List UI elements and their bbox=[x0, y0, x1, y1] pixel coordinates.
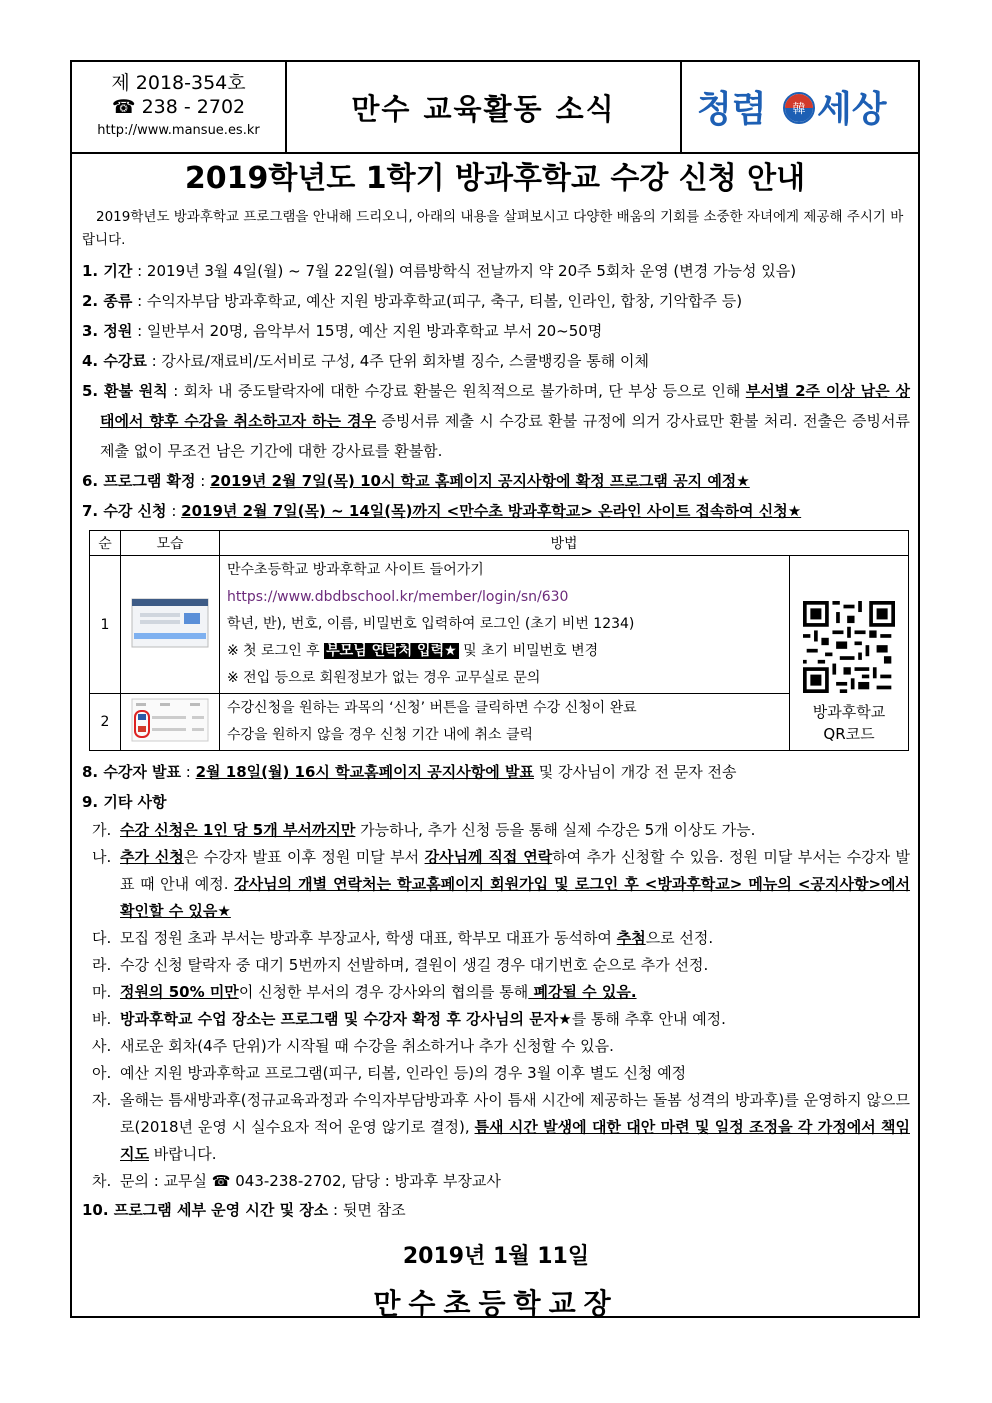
clean-korea-logo bbox=[682, 62, 918, 152]
registration-steps-table bbox=[89, 530, 909, 751]
item-refund-text-a: : 회차 내 중도탈락자에 대한 수강료 환불은 원칙적으로 불가하며, 단 부상 등으로 인해 bbox=[167, 382, 746, 400]
separator: : bbox=[195, 472, 211, 490]
item-capacity-text: : 일반부서 20명, 음악부서 15명, 예산 지원 방과후학교 부서 20~50명 bbox=[132, 322, 603, 340]
step1-line1: 만수초등학교 방과후학교 사이트 들어가기 bbox=[227, 562, 484, 578]
item-refund bbox=[82, 376, 910, 466]
item-capacity-label: 3. 정원 bbox=[82, 322, 133, 340]
parent-contact-highlight: 부모님 연락처 입력★ bbox=[326, 643, 457, 659]
newsletter-frame bbox=[70, 60, 920, 1318]
step2-line2: 수강을 원하지 않을 경우 신청 기간 내에 취소 클릭 bbox=[227, 727, 534, 743]
item-refund-label: 5. 환불 원칙 bbox=[82, 382, 168, 400]
table-row bbox=[90, 694, 909, 751]
header-image: 모습 bbox=[121, 531, 220, 556]
item-fee-label: 4. 수강료 bbox=[82, 352, 147, 370]
sub-text: 예산 지원 방과후학교 프로그램(피구, 티볼, 인라인 등)의 경우 3월 이후 별도 신청 예정 bbox=[120, 1064, 687, 1082]
item-announcement-label: 8. 수강자 발표 bbox=[82, 763, 182, 781]
header-no: 순 bbox=[90, 531, 121, 556]
issue-number: 제 2018-354호 bbox=[111, 72, 246, 94]
sub-bold: 강사님께 직접 연락 bbox=[424, 848, 553, 866]
item-fee-text: : 강사료/재료비/도서비로 구성, 4주 단위 회차별 징수, 스쿨뱅킹을 통해 이체 bbox=[146, 352, 649, 370]
sub-marker: 사. bbox=[92, 1037, 112, 1055]
qr-code-icon[interactable] bbox=[803, 601, 895, 693]
sub-bold: 수강 신청은 1인 당 5개 부서까지만 bbox=[120, 821, 356, 839]
sub-bold: 틈새 시간 발생에 대한 대안 마련 및 일정 조정을 각 가정에서 책임 지도 bbox=[120, 1118, 910, 1163]
header-method: 방법 bbox=[220, 531, 909, 556]
sub-bold: 폐강될 수 있음. bbox=[528, 983, 637, 1001]
item-announcement bbox=[82, 757, 910, 787]
sub-text bbox=[120, 979, 910, 1006]
logo-text-left: 청렴 bbox=[697, 89, 767, 130]
sub-plain: 가능하나, 추가 신청 등을 통해 실제 수강은 5개 이상도 가능. bbox=[355, 821, 756, 839]
separator: : bbox=[181, 763, 196, 781]
sub-marker: 다. bbox=[92, 929, 112, 947]
item-refund-text-b: 증빙서류 제출 시 수강료 환불 규정에 의거 강사료만 환불 처리. 전출은 증빙서류 제출 없이 무조건 남은 기간에 대한 강사료를 환불함. bbox=[100, 412, 910, 460]
signup-link[interactable]: https://www.dbdbschool.kr/member/login/sn/630 bbox=[227, 589, 569, 605]
others-a bbox=[82, 1060, 910, 1087]
apply-screenshot bbox=[121, 694, 220, 751]
sub-plain: 올해는 틈새방과후(정규교육과정과 수익자부담방과후 사이 틈새 시간에 제공하는 돌봄 성격의 방과후)를 운영하지 않으므로(2018년 운영 시 실수요자 적어 운영 않기로 결정), bbox=[120, 1091, 910, 1136]
step2-method bbox=[220, 694, 790, 751]
item-program-confirm-text: 2019년 2월 7일(목) 10시 학교 홈페이지 공지사항에 확정 프로그램 공지 예정★ bbox=[210, 472, 750, 490]
item-details-label: 10. 프로그램 세부 운영 시간 및 장소 bbox=[82, 1201, 329, 1219]
logo-graphic bbox=[695, 77, 905, 137]
others-sa bbox=[82, 1033, 910, 1060]
sub-text bbox=[120, 925, 910, 952]
others-na bbox=[82, 844, 910, 925]
step1-line3: 학년, 반), 번호, 이름, 비밀번호 입력하여 로그인 (초기 비번 1234) bbox=[227, 616, 635, 632]
others-ra bbox=[82, 952, 910, 979]
login-screen-image bbox=[130, 593, 210, 653]
sub-plain: 모집 정원 초과 부서는 방과후 부장교사, 학생 대표, 학부모 대표가 동석하여 bbox=[120, 929, 617, 947]
sub-text bbox=[120, 1006, 910, 1033]
others-da bbox=[82, 925, 910, 952]
step1-method bbox=[220, 556, 790, 694]
logo-text-mid: 韓 bbox=[792, 102, 806, 117]
item-types bbox=[82, 286, 910, 316]
apply-screen-image bbox=[130, 695, 210, 745]
item-details-rest: : 뒷면 참조 bbox=[328, 1201, 406, 1219]
item-fee bbox=[82, 346, 910, 376]
sub-plain: 를 통해 추후 안내 예정. bbox=[571, 1010, 726, 1028]
others-ja bbox=[82, 1087, 910, 1168]
item-details bbox=[82, 1195, 910, 1225]
row-number: 1 bbox=[90, 556, 121, 694]
item-announcement-bold: 2월 18일(월) 16시 학교홈페이지 공지사항에 발표 bbox=[195, 763, 534, 781]
sub-marker: 차. bbox=[92, 1172, 112, 1190]
issue-info bbox=[72, 62, 287, 152]
sub-plain: 바랍니다. bbox=[148, 1145, 217, 1163]
intro-paragraph: 2019학년도 방과후학교 프로그램을 안내해 드리오니, 아래의 내용을 살펴보시고 다양한 배움의 기회를 소중한 자녀에게 제공해 주시기 바랍니다. bbox=[82, 209, 904, 248]
qr-label-1: 방과후학교 bbox=[812, 703, 886, 721]
sub-marker: 라. bbox=[92, 956, 112, 974]
item-registration bbox=[82, 496, 910, 526]
newsletter-title: 만수 교육활동 소식 bbox=[287, 62, 682, 152]
step1-line4-b: 및 초기 비밀번호 변경 bbox=[458, 643, 599, 659]
sub-marker: 나. bbox=[92, 848, 112, 866]
item-types-text: : 수익자부담 방과후학교, 예산 지원 방과후학교(피구, 축구, 티볼, 인라인, 합창, 기악합주 등) bbox=[132, 292, 743, 310]
principal-signature: 만수초등학교장 bbox=[373, 1287, 619, 1320]
sub-text bbox=[120, 1087, 910, 1168]
main-title: 2019학년도 1학기 방과후학교 수강 신청 안내 bbox=[184, 161, 806, 196]
sub-plain: 은 수강자 발표 이후 정원 미달 부서 bbox=[183, 848, 425, 866]
item-period bbox=[82, 256, 910, 286]
sub-text: 새로운 회차(4주 단위)가 시작될 때 수강을 취소하거나 추가 신청할 수 있음. bbox=[120, 1037, 614, 1055]
step1-line5: ※ 전입 등으로 회원정보가 없는 경우 교무실로 문의 bbox=[227, 670, 541, 686]
sub-marker: 자. bbox=[92, 1091, 112, 1109]
sub-text: 수강 신청 탈락자 중 대기 5번까지 선발하며, 결원이 생길 경우 대기번호 순으로 추가 선정. bbox=[120, 956, 709, 974]
table-header-row bbox=[90, 531, 909, 556]
table-row bbox=[90, 556, 909, 694]
phone-number: ☎ 238 - 2702 bbox=[111, 96, 246, 118]
item-registration-label: 7. 수강 신청 bbox=[82, 502, 167, 520]
separator: : bbox=[166, 502, 182, 520]
sub-bold: 추첨 bbox=[616, 929, 646, 947]
item-program-confirm-label: 6. 프로그램 확정 bbox=[82, 472, 196, 490]
item-announcement-rest: 및 강사님이 개강 전 문자 전송 bbox=[533, 763, 737, 781]
sub-marker: 아. bbox=[92, 1064, 112, 1082]
step1-line4-a: ※ 첫 로그인 후 bbox=[227, 643, 325, 659]
row-number: 2 bbox=[90, 694, 121, 751]
item-others-label bbox=[82, 787, 910, 817]
sub-marker: 마. bbox=[92, 983, 112, 1001]
qr-cell bbox=[790, 556, 909, 751]
others-ma bbox=[82, 979, 910, 1006]
step1-line4 bbox=[221, 638, 788, 665]
logo-text-right: 세상 bbox=[817, 89, 887, 130]
step2-line1: 수강신청을 원하는 과목의 ‘신청’ 버튼을 클릭하면 수강 신청이 완료 bbox=[227, 700, 637, 716]
item-types-label: 2. 종류 bbox=[82, 292, 133, 310]
others-ba bbox=[82, 1006, 910, 1033]
item-registration-text: 2019년 2월 7일(목) ~ 14일(목)까지 <만수초 방과후학교> 온라인 사이트 접속하여 신청★ bbox=[181, 502, 802, 520]
item-program-confirm bbox=[82, 466, 910, 496]
sub-marker: 바. bbox=[92, 1010, 112, 1028]
qr-label-2: QR코드 bbox=[823, 725, 875, 743]
item-period-text: : 2019년 3월 4일(월) ~ 7월 22일(월) 여름방학식 전날까지 약 20주 5회차 운영 (변경 가능성 있음) bbox=[132, 262, 797, 280]
item-refund-condition: 부서별 2주 이상 남은 상태에서 향후 수강을 취소하고자 하는 경우 bbox=[100, 382, 910, 430]
sub-bold: 정원의 50% 미만 bbox=[120, 983, 239, 1001]
sub-text bbox=[120, 844, 910, 925]
content bbox=[72, 206, 918, 1322]
item-others-title: 9. 기타 사항 bbox=[82, 793, 167, 811]
sub-bold: 강사님의 개별 연락처는 학교홈페이지 회원가입 및 로그인 후 <방과후학교> 메뉴의 <공지사항>에서 확인할 수 있음★ bbox=[120, 875, 911, 920]
others-ga bbox=[82, 817, 910, 844]
header bbox=[72, 62, 918, 154]
sub-text: 문의 : 교무실 ☎ 043-238-2702, 담당 : 방과후 부장교사 bbox=[120, 1172, 501, 1190]
sub-bold: 방과후학교 수업 장소는 프로그램 및 수강자 확정 후 강사님의 문자★ bbox=[120, 1010, 572, 1028]
issue-date: 2019년 1월 11일 bbox=[402, 1244, 590, 1269]
others-cha bbox=[82, 1168, 910, 1195]
sub-marker: 가. bbox=[92, 821, 112, 839]
sub-bold: 추가 신청 bbox=[120, 848, 184, 866]
item-period-label: 1. 기간 bbox=[82, 262, 133, 280]
sub-plain: 이 신청한 부서의 경우 강사와의 협의를 통해 bbox=[238, 983, 529, 1001]
school-url[interactable]: http://www.mansue.es.kr bbox=[97, 123, 260, 138]
sub-plain: 하여 추가 신청할 수 있음. 정원 미달 부서는 수강자 발표 때 안내 예정. bbox=[120, 848, 910, 893]
login-screenshot bbox=[121, 556, 220, 694]
sub-plain: 으로 선정. bbox=[645, 929, 714, 947]
sub-text bbox=[120, 817, 910, 844]
item-capacity bbox=[82, 316, 910, 346]
